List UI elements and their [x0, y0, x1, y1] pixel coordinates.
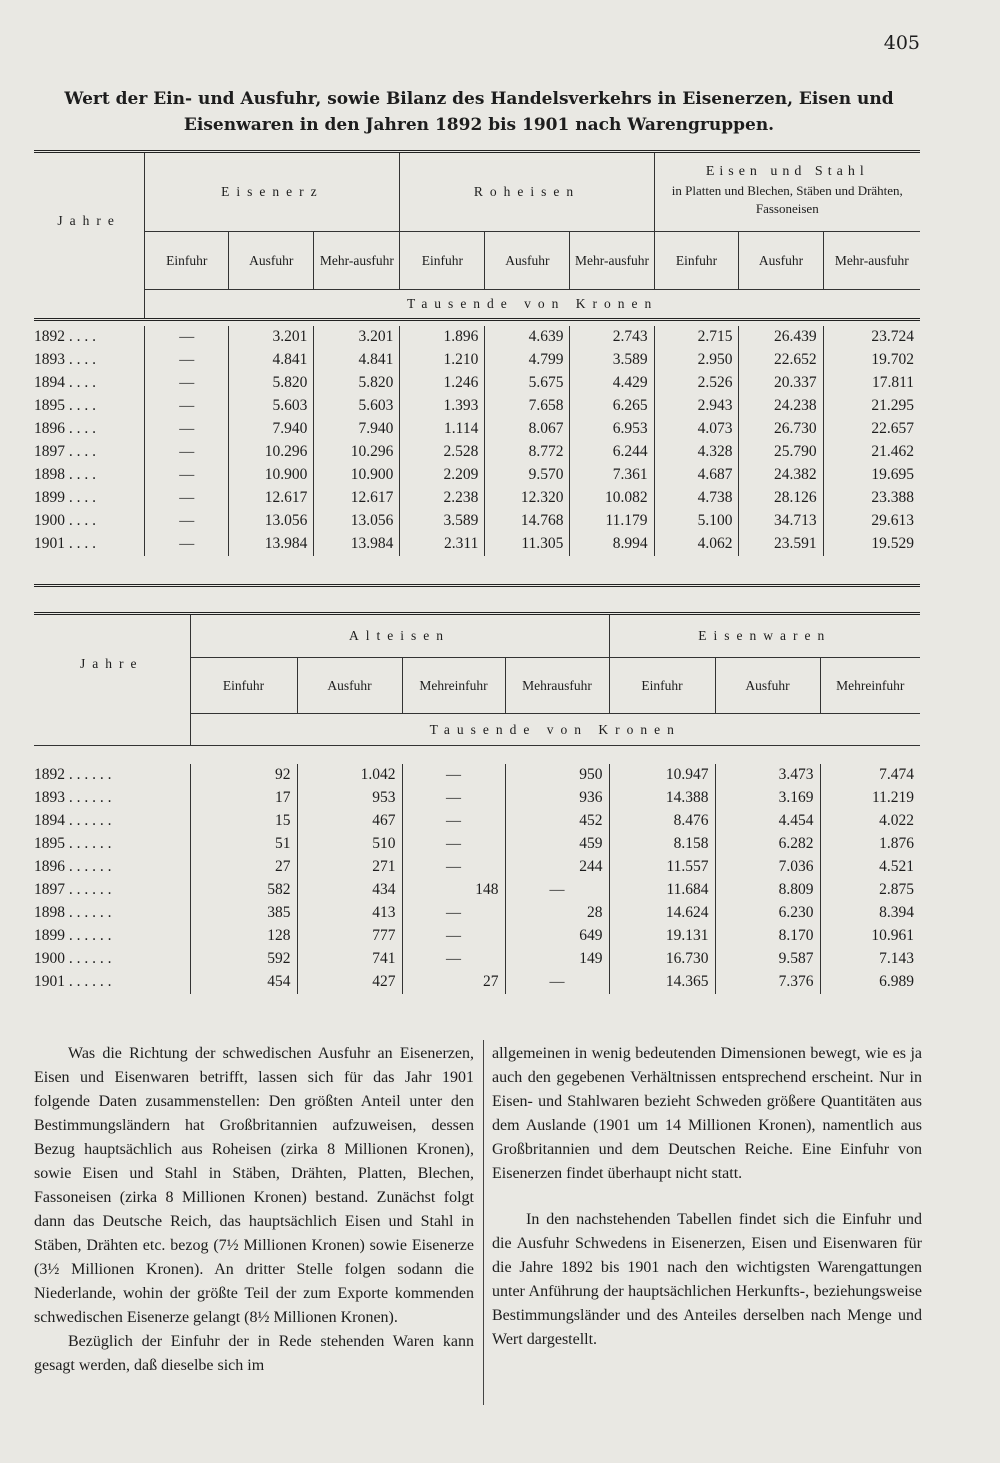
table-cell: — [402, 925, 505, 948]
row-year: 1894 . . . . [34, 374, 96, 391]
column-header: Ausfuhr [715, 658, 820, 714]
table-cell: 2.209 [400, 464, 485, 487]
table-cell: 14.768 [485, 510, 570, 533]
table-cell: 592 [190, 948, 297, 971]
row-year: 1898 . . . . [34, 466, 96, 483]
table-row [34, 372, 920, 395]
table-cell: — [402, 902, 505, 925]
table-cell: — [505, 879, 609, 902]
table-cell: 4.073 [654, 418, 739, 441]
table-cell: 5.603 [314, 395, 400, 418]
column-divider [483, 1040, 484, 1405]
table-row [34, 464, 920, 487]
table-cell: 5.603 [229, 395, 314, 418]
table-cell: — [145, 372, 229, 395]
table-cell: 741 [297, 948, 402, 971]
table-cell: 244 [505, 856, 609, 879]
column-header: Einfuhr [609, 658, 715, 714]
row-year: 1893 . . . . [34, 351, 96, 368]
table-cell: 3.201 [314, 326, 400, 349]
row-year: 1895 . . . . [34, 397, 96, 414]
table-cell: 28 [505, 902, 609, 925]
table-row [34, 418, 920, 441]
page-title: Wert der Ein- und Ausfuhr, sowie Bilanz des Handelsverkehrs in Eisenerzen, Eisen und Eisenwaren in den Jahren 1892 bis 1901 nach Warengruppen. [64, 89, 894, 135]
unit-header: Tausende von Kronen [190, 714, 920, 746]
table-cell: 12.617 [314, 487, 400, 510]
table-cell: — [145, 349, 229, 372]
table-cell: 10.900 [314, 464, 400, 487]
row-year: 1896 . . . . . . [34, 858, 112, 875]
table-cell: 11.684 [609, 879, 715, 902]
table-cell: 148 [402, 879, 505, 902]
table-cell: 6.244 [570, 441, 654, 464]
table-cell: 6.953 [570, 418, 654, 441]
table-cell: 14.365 [609, 971, 715, 994]
table-cell: 454 [190, 971, 297, 994]
row-year: 1901 . . . . [34, 535, 96, 552]
table-row [34, 441, 920, 464]
group-header-roheisen: Roheisen [400, 152, 654, 232]
table-cell: 11.219 [820, 787, 920, 810]
table-cell: — [402, 787, 505, 810]
table-cell: 2.743 [570, 326, 654, 349]
table-cell: 19.702 [823, 349, 920, 372]
table-cell: 7.143 [820, 948, 920, 971]
table-cell: 4.639 [485, 326, 570, 349]
table-cell: 19.529 [823, 533, 920, 556]
table-row [34, 833, 920, 856]
row-year: 1899 . . . . . . [34, 927, 112, 944]
table-cell: — [402, 764, 505, 787]
table-cell: 459 [505, 833, 609, 856]
table-cell: — [145, 464, 229, 487]
table-cell: 2.526 [654, 372, 739, 395]
group-subheader: in Platten und Blechen, Stäben und Drähten, Fassoneisen [671, 183, 903, 216]
table-cell: 19.695 [823, 464, 920, 487]
table-cell: 4.738 [654, 487, 739, 510]
table-cell: 936 [505, 787, 609, 810]
table-cell: — [505, 971, 609, 994]
table-cell: 17.811 [823, 372, 920, 395]
table-cell: 2.528 [400, 441, 485, 464]
unit-header: Tausende von Kronen [145, 290, 920, 320]
table-cell: 20.337 [739, 372, 823, 395]
table-cell: 34.713 [739, 510, 823, 533]
table-cell: 8.994 [570, 533, 654, 556]
table-cell: 17 [190, 787, 297, 810]
table-cell: 9.570 [485, 464, 570, 487]
table-cell: 26.730 [739, 418, 823, 441]
table-cell: 2.943 [654, 395, 739, 418]
table-cell: 434 [297, 879, 402, 902]
jahre-header: Jahre [57, 213, 121, 229]
table-cell: 27 [190, 856, 297, 879]
text-column-left [34, 1042, 474, 1378]
row-year: 1897 . . . . . . [34, 881, 112, 898]
column-header: Ausfuhr [297, 658, 402, 714]
table-cell: 649 [505, 925, 609, 948]
table-cell: 23.388 [823, 487, 920, 510]
table-row [34, 879, 920, 902]
table-row [34, 948, 920, 971]
table-cell: 4.328 [654, 441, 739, 464]
table-cell: 5.820 [314, 372, 400, 395]
table-row [34, 925, 920, 948]
table-cell: 3.589 [570, 349, 654, 372]
row-year: 1898 . . . . . . [34, 904, 112, 921]
table-cell: 21.295 [823, 395, 920, 418]
row-year: 1900 . . . . [34, 512, 96, 529]
table-cell: 16.730 [609, 948, 715, 971]
table-cell: 13.056 [229, 510, 314, 533]
column-header: Mehr-ausfuhr [570, 232, 654, 290]
table-cell: 1.114 [400, 418, 485, 441]
table-cell: 22.657 [823, 418, 920, 441]
table-cell: 14.388 [609, 787, 715, 810]
table-cell: 25.790 [739, 441, 823, 464]
table-cell: 2.238 [400, 487, 485, 510]
column-header: Mehr-ausfuhr [823, 232, 920, 290]
table-cell: 19.131 [609, 925, 715, 948]
table-cell: 11.179 [570, 510, 654, 533]
row-year: 1893 . . . . . . [34, 789, 112, 806]
page-number: 405 [883, 32, 920, 54]
table-cell: 22.652 [739, 349, 823, 372]
table-row [34, 787, 920, 810]
table-cell: 4.429 [570, 372, 654, 395]
table-cell: 10.296 [229, 441, 314, 464]
column-header: Einfuhr [145, 232, 229, 290]
table-cell: 467 [297, 810, 402, 833]
table-cell: 12.617 [229, 487, 314, 510]
table-cell: 11.557 [609, 856, 715, 879]
table-cell: 7.474 [820, 764, 920, 787]
table-row [34, 487, 920, 510]
table-cell: 92 [190, 764, 297, 787]
table-cell: 6.989 [820, 971, 920, 994]
group-header-eisen-stahl: Eisen und Stahl in Platten und Blechen, Stäben und Drähten, Fassoneisen [654, 152, 920, 232]
table-cell: 51 [190, 833, 297, 856]
table-cell: 2.950 [654, 349, 739, 372]
column-header: Ausfuhr [739, 232, 823, 290]
column-header: Ausfuhr [229, 232, 314, 290]
table-cell: 3.589 [400, 510, 485, 533]
table-row [34, 856, 920, 879]
paragraph: allgemeinen in wenig bedeutenden Dimensionen bewegt, wie es ja auch den gegebenen Verhältnissen entsprechend erscheint. Nur in Eisen- und Stahlwaren bezieht Schweden größere Quantitäten aus dem Auslande (1901 um 14 Millionen Kronen), namentlich aus Großbritannien und dem Deutschen Reiche. Eine Einfuhr von Eisenerzen findet überhaupt nicht statt. [492, 1045, 922, 1182]
table-cell: 7.376 [715, 971, 820, 994]
row-year: 1892 . . . . [34, 328, 96, 345]
table-cell: 7.940 [229, 418, 314, 441]
table-cell: 8.476 [609, 810, 715, 833]
row-year: 1901 . . . . . . [34, 973, 112, 990]
table-cell: 8.158 [609, 833, 715, 856]
table-cell: 4.521 [820, 856, 920, 879]
table-cell: 385 [190, 902, 297, 925]
column-header: Ausfuhr [485, 232, 570, 290]
table-cell: 3.473 [715, 764, 820, 787]
column-header: Mehreinfuhr [402, 658, 505, 714]
table-cell: 6.282 [715, 833, 820, 856]
table-cell: 4.799 [485, 349, 570, 372]
table-alteisen-eisenwaren [34, 612, 920, 994]
table-cell: 8.809 [715, 879, 820, 902]
table-cell: 582 [190, 879, 297, 902]
table-cell: — [145, 418, 229, 441]
table-row [34, 349, 920, 372]
table-cell: 4.841 [314, 349, 400, 372]
table-row [34, 971, 920, 994]
table-cell: 953 [297, 787, 402, 810]
column-header: Mehr-ausfuhr [314, 232, 400, 290]
table-cell: 1.393 [400, 395, 485, 418]
row-year: 1894 . . . . . . [34, 812, 112, 829]
table-cell: — [402, 856, 505, 879]
table-cell: 1.042 [297, 764, 402, 787]
table-cell: 21.462 [823, 441, 920, 464]
table-cell: — [145, 441, 229, 464]
table-cell: 3.169 [715, 787, 820, 810]
table-cell: 28.126 [739, 487, 823, 510]
column-header: Mehreinfuhr [820, 658, 920, 714]
table-row [34, 326, 920, 349]
paragraph: Bezüglich der Einfuhr der in Rede stehenden Waren kann gesagt werden, daß dieselbe sich im [34, 1333, 474, 1374]
table-cell: 3.201 [229, 326, 314, 349]
column-header: Einfuhr [400, 232, 485, 290]
table-cell: 149 [505, 948, 609, 971]
table-cell: — [145, 487, 229, 510]
row-year: 1896 . . . . [34, 420, 96, 437]
row-year: 1895 . . . . . . [34, 835, 112, 852]
row-year: 1899 . . . . [34, 489, 96, 506]
table-cell: — [145, 326, 229, 349]
table-cell: — [145, 510, 229, 533]
table-cell: 950 [505, 764, 609, 787]
table-cell: 6.265 [570, 395, 654, 418]
table-cell: 2.715 [654, 326, 739, 349]
table-cell: 10.900 [229, 464, 314, 487]
table-cell: 13.056 [314, 510, 400, 533]
table-cell: 4.454 [715, 810, 820, 833]
table-row [34, 764, 920, 787]
table-cell: 413 [297, 902, 402, 925]
table-cell: — [402, 810, 505, 833]
table-cell: 9.587 [715, 948, 820, 971]
table-cell: 10.961 [820, 925, 920, 948]
table-cell: 10.082 [570, 487, 654, 510]
column-header: Einfuhr [190, 658, 297, 714]
table-cell: 8.394 [820, 902, 920, 925]
table-cell: — [145, 533, 229, 556]
table-cell: 7.940 [314, 418, 400, 441]
table-eisenerz-roheisen-stahl [34, 150, 920, 587]
table-cell: 1.246 [400, 372, 485, 395]
table-cell: 4.022 [820, 810, 920, 833]
table-cell: 427 [297, 971, 402, 994]
paragraph: In den nachstehenden Tabellen findet sich die Einfuhr und die Ausfuhr Schwedens in Eisenerzen, Eisen und Eisenwaren für die Jahre 1892 bis 1901 nach den wichtigsten Warengattungen unter Anführung der hauptsächlichen Herkunfts-, beziehungsweise Bestimmungsländer und des Anteiles derselben nach Menge und Wert dargestellt. [492, 1211, 922, 1348]
table-cell: 777 [297, 925, 402, 948]
table-cell: 2.875 [820, 879, 920, 902]
table-cell: — [402, 948, 505, 971]
table-cell: 11.305 [485, 533, 570, 556]
table-cell: 27 [402, 971, 505, 994]
table-cell: 7.036 [715, 856, 820, 879]
table-cell: 6.230 [715, 902, 820, 925]
table-row [34, 395, 920, 418]
table-cell: 7.658 [485, 395, 570, 418]
table-cell: 5.820 [229, 372, 314, 395]
jahre-header: Jahre [80, 656, 144, 672]
table-row [34, 510, 920, 533]
table-row [34, 902, 920, 925]
table-cell: 2.311 [400, 533, 485, 556]
table-cell: 1.876 [820, 833, 920, 856]
table-cell: — [402, 833, 505, 856]
table-cell: 10.296 [314, 441, 400, 464]
table-cell: 1.896 [400, 326, 485, 349]
group-header-eisenwaren: Eisenwaren [609, 614, 920, 658]
table-cell: 5.100 [654, 510, 739, 533]
table-cell: 4.687 [654, 464, 739, 487]
table-cell: 7.361 [570, 464, 654, 487]
table-cell: 23.724 [823, 326, 920, 349]
paragraph: Was die Richtung der schwedischen Ausfuhr an Eisenerzen, Eisen und Eisenwaren betrifft, lassen sich für das Jahr 1901 folgende Daten zusammenstellen: Den größten Anteil unter den Bestimmungsländern hat Großbritannien aufzuweisen, dessen Bezug hauptsächlich aus Roheisen (zirka 8 Millionen Kronen), sowie Eisen und Stahl in Stäben, Drähten, Platten, Blechen, Fassoneisen (zirka 8 Millionen Kronen) bestand. Zunächst folgt dann das Deutsche Reich, das hauptsächlich Eisen und Stahl in Stäben, Drähten etc. bezog (7½ Millionen Kronen) sowie Eisenerze (3½ Millionen Kronen). An dritter Stelle folgen sodann die Niederlande, wohin der größte Teil der zum Exporte kommenden schwedischen Eisenerze gelangt (8½ Millionen Kronen). [34, 1045, 474, 1326]
table-cell: 15 [190, 810, 297, 833]
table-cell: 271 [297, 856, 402, 879]
table-cell: 8.067 [485, 418, 570, 441]
row-year: 1900 . . . . . . [34, 950, 112, 967]
table-cell: 13.984 [314, 533, 400, 556]
table-row [34, 533, 920, 556]
table-cell: 452 [505, 810, 609, 833]
column-header: Einfuhr [654, 232, 739, 290]
table-cell: 14.624 [609, 902, 715, 925]
table-cell: 10.947 [609, 764, 715, 787]
table-cell: 23.591 [739, 533, 823, 556]
table-cell: 24.382 [739, 464, 823, 487]
table-row [34, 810, 920, 833]
table-cell: 4.062 [654, 533, 739, 556]
table-cell: 26.439 [739, 326, 823, 349]
group-header-alteisen: Alteisen [190, 614, 609, 658]
table-cell: 5.675 [485, 372, 570, 395]
table-cell: 24.238 [739, 395, 823, 418]
table-cell: 8.772 [485, 441, 570, 464]
row-year: 1892 . . . . . . [34, 766, 112, 783]
group-header-eisenerz: Eisenerz [145, 152, 400, 232]
table-cell: 1.210 [400, 349, 485, 372]
table-cell: 8.170 [715, 925, 820, 948]
row-year: 1897 . . . . [34, 443, 96, 460]
table-cell: 4.841 [229, 349, 314, 372]
table-cell: 510 [297, 833, 402, 856]
text-column-right [492, 1042, 922, 1352]
table-cell: 128 [190, 925, 297, 948]
table-cell: 13.984 [229, 533, 314, 556]
column-header: Mehrausfuhr [505, 658, 609, 714]
table-cell: 29.613 [823, 510, 920, 533]
table-cell: — [145, 395, 229, 418]
table-cell: 12.320 [485, 487, 570, 510]
